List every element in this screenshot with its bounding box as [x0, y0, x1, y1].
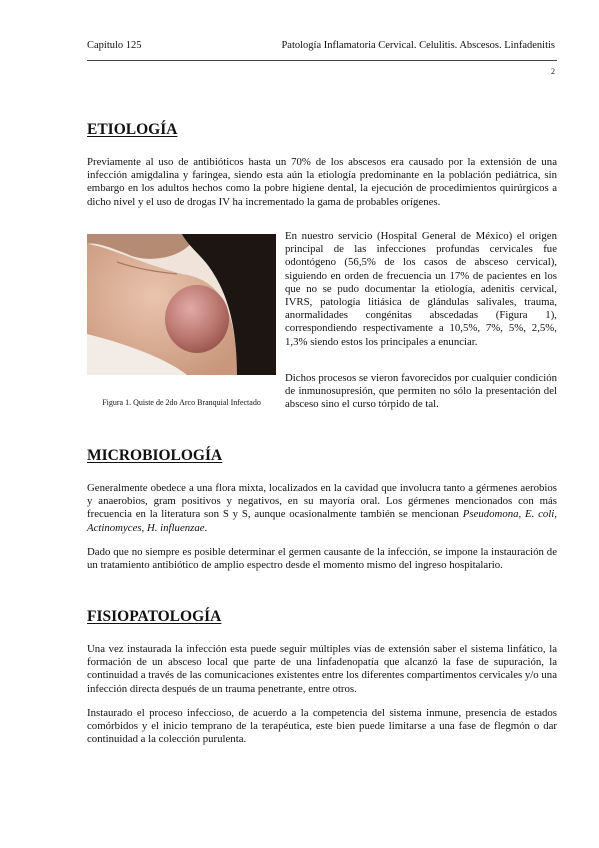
running-header-chapter: Capítulo 125 [87, 40, 142, 51]
microbiologia-paragraph-2: Dado que no siempre es posible determinar el germen causante de la infección, se impone la instauración de un tratamiento antibiótico de amplio espectro desde el momento mismo del ingreso hospitalario. [87, 546, 557, 572]
header-rule [87, 60, 557, 61]
running-header-title: Patología Inflamatoria Cervical. Celulitis. Abscesos. Linfadenitis [281, 40, 555, 51]
fisiopatologia-paragraph-1: Una vez instaurada la infección esta puede seguir múltiples vías de extensión saber el sistema linfático, la formación de un absceso local que parte de una linfadenopatía que alcanzó la fase de supuración, la continuidad a través de las comunicaciones existentes entre los diferentes compartimentos cervicales y/o una infección directa después de un trauma penetrante, entre otros. [87, 643, 557, 695]
figure-1-caption: Figura 1. Quiste de 2do Arco Branquial Infectado [102, 398, 261, 407]
page-number: 2 [551, 67, 555, 76]
microbiologia-p1-organisms: Pseudomona, E. coli, Actinomyces, H. influenzae [87, 508, 557, 534]
figure-1-photo [87, 234, 276, 375]
fisiopatologia-paragraph-2: Instaurado el proceso infeccioso, de acuerdo a la competencia del sistema inmune, presencia de estados comórbidos y el inicio temprano de la terapéutica, este bien puede limitarse a una fase de flegmón o dar continuidad a la colección purulenta. [87, 707, 557, 746]
microbiologia-paragraph-1 [87, 482, 557, 535]
microbiologia-p1-text: Generalmente obedece a una flora mixta, localizados en la cavidad que involucra tanto a gérmenes aerobios y anaerobios, gram positivos y negativos, en su mayoría oral. Los gérmenes mencionados con más frecuencia en la literatura son S y S, aunque ocasionalmente también se mencionan [87, 482, 557, 521]
etiologia-paragraph-2: En nuestro servicio (Hospital General de México) el origen principal de las infecciones profundas cervicales fue odontógeno (56,5% de los casos de absceso cervical), siguiendo en orden de frecuencia un 17% de pacientes en los que no se pudo documentar la etiología, adenitis cervical, IVRS, patología litiásica de glándulas salivales, trauma, anormalidades congénitas abscedadas (Figura 1), correspondiendo respectivamente a 10,5%, 7%, 5%, 2,5%, 1,3% siendo estos los principales a enunciar. [285, 230, 557, 348]
section-heading-microbiologia: MICROBIOLOGÍA [87, 447, 223, 464]
section-heading-fisiopatologia: FISIOPATOLOGÍA [87, 608, 222, 625]
etiologia-paragraph-1: Previamente al uso de antibióticos hasta un 70% de los abscesos era causado por la extensión de una infección amigdalina y faríngea, siendo esta aún la etiología predominante en la población pediátrica, sin embargo en los adultos hechos como la pobre higiene dental, la ejecución de procedimientos quirúrgicos a dicho nivel y el uso de drogas IV ha incrementado la gama de probables orígenes. [87, 156, 557, 208]
neck-mass-photo [87, 234, 276, 375]
etiologia-paragraph-3: Dichos procesos se vieron favorecidos por cualquier condición de inmunosupresión, que permiten no sólo la presentación del absceso sino el curso tórpido de tal. [285, 372, 557, 411]
section-heading-etiologia: ETIOLOGÍA [87, 121, 178, 138]
microbiologia-p1-end: . [204, 521, 208, 534]
